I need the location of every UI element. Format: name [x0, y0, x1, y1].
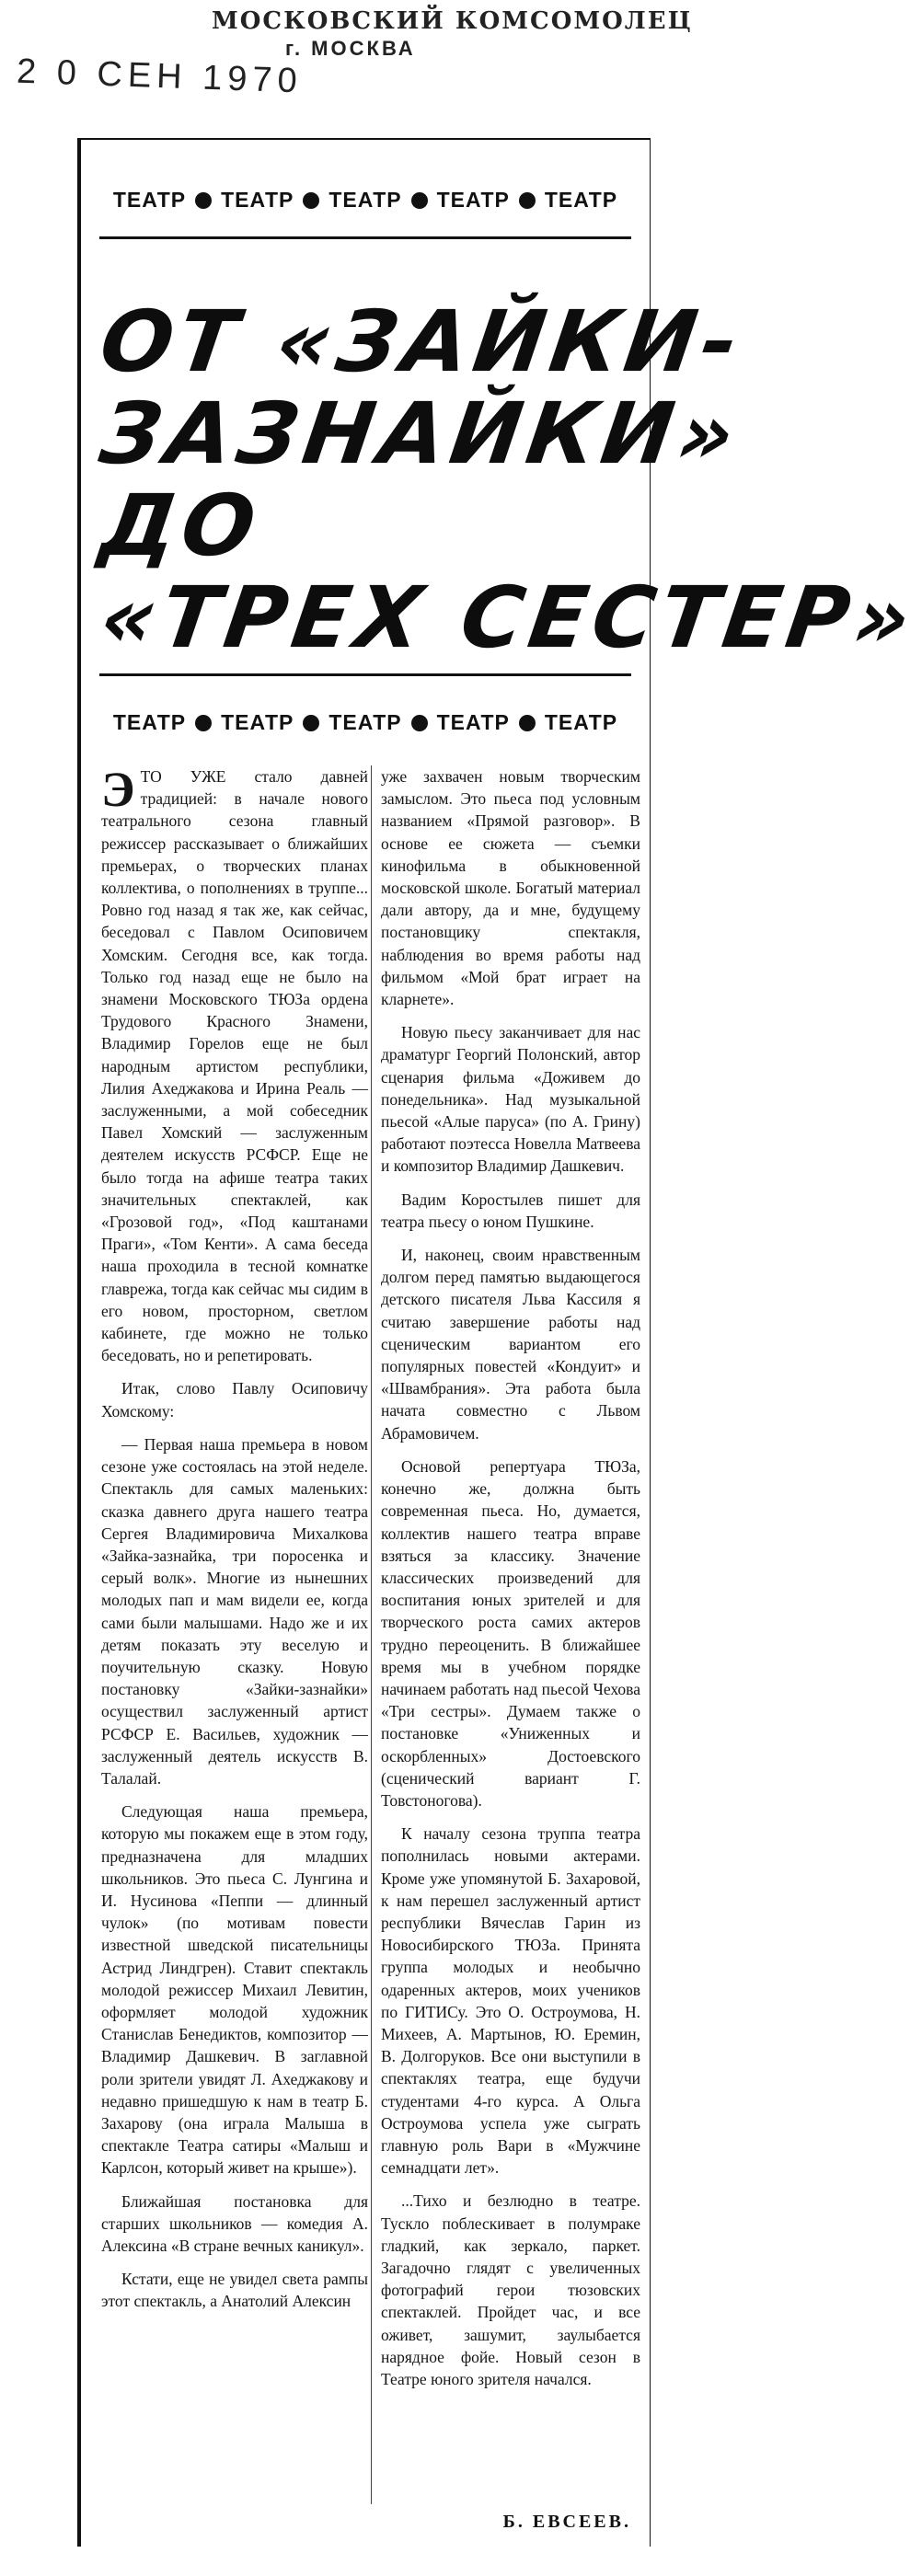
author-signature: Б. ЕВСЕЕВ. — [502, 2512, 631, 2532]
article-paragraph: Кстати, еще не увидел света рампы этот спектакль, а Анатолий Алексин — [101, 2270, 368, 2311]
bullet-dot-icon — [519, 192, 536, 209]
rubric-word: ТЕАТР — [328, 710, 402, 734]
article-paragraph: ЭТО УЖЕ стало давней традицией: в начале нового театрального сезона главный режиссер рассказывает о ближайших премьерах, о творческих планах коллектива, о пополнениях в труппе... Ровно год назад я так же, как сейчас, беседовал с Павлом Осиповичем Хомским. Сегодня все, как тогда. Только год назад еще не было на знамени Московского ТЮЗа ордена Трудового Красного Знамени, Владимир Горелов еще не был народным артистом республики, Лилия Ахеджакова и Ирина Реаль — заслуженными, а мой собеседник Павел Хомский — заслуженным деятелем искусств РСФСР. Еще не было тогда на афише театра таких значительных спектаклей, как «Грозовой год», «Под каштанами Праги», «Том Кенти». А сама беседа наша проходила в тесной комнатке главрежа, тогда как сейчас мы сидим в его новом, просторном, светлом кабинете, где можно не только беседовать, но и репетировать. — [101, 762, 368, 1365]
column-separator — [371, 765, 372, 2504]
rubric-row-top — [81, 188, 650, 213]
divider-rule — [99, 236, 631, 239]
rubric-word: ТЕАТР — [112, 188, 187, 212]
divider-rule — [99, 673, 631, 676]
masthead-paper-name: МОСКОВСКИЙ КОМСОМОЛЕЦ — [212, 7, 693, 35]
rubric-word: ТЕАТР — [221, 188, 294, 212]
article-paragraph: И, наконец, своим нравственным долгом перед памятью выдающегося детского писателя Льва Кассиля я считаю завершение работы над сценическим вариантом его популярных повестей «Кондуит» и «Швамбрания». Эта работа была начата совместно с Львом Абрамовичем. — [381, 1246, 640, 1443]
bullet-dot-icon — [411, 192, 428, 209]
headline-line: «ТРЕХ СЕСТЕР» — [94, 569, 922, 667]
article-column-right — [381, 765, 640, 2390]
article-column-left — [101, 762, 368, 2313]
rubric-word: ТЕАТР — [544, 188, 618, 212]
article-paragraph: Следующая наша премьера, которую мы покажем еще в этом году, предназначена для младших школьников. Это пьеса С. Лунгина и И. Нусинова «Пеппи — длинный чулок» (по мотивам повести известной шведской писательницы Астрид Линдгрен). Ставит спектакль молодой режиссер Михаил Левитин, оформляет молодой художник Станислав Бенедиктов, композитор — Владимир Дашкевич. В заглавной роли зрители увидят Л. Ахеджакову и недавно пришедшую к нам в театр Б. Захарову (она играла Малыша в спектакле Театра сатиры «Малыш и Карлсон, который живет на крыше»). — [101, 1802, 368, 2178]
article-paragraph: ...Тихо и безлюдно в театре. Тускло поблескивает в полумраке гладкий, как зеркало, паркет. Загадочно глядят с увеличенных фотографий герои тюзовских спектаклей. Пройдет час, и все оживет, зашумит, заулыбается нарядное фойе. Новый сезон в Театре юного зрителя начался. — [381, 2191, 640, 2389]
article-paragraph: К началу сезона труппа театра пополнилась новыми актерами. Кроме уже упомянутой Б. Захаровой, к нам перешел заслуженный артист республики Вячеслав Гарин из Новосибирского ТЮЗа. Принята группа молодых и необычно одаренных актеров, моих учеников по ГИТИСу. Это О. Остроумова, Н. Михеев, А. Мартынов, Ю. Еремин, В. Долгоруков. Все они выступили в спектаклях театра, еще будучи студентами 4-го курса. А Ольга Остроумова успела уже сыграть главную роль Вари в «Мужчине семнадцати лет». — [381, 1824, 640, 2178]
rubric-word: ТЕАТР — [112, 710, 187, 734]
article-paragraph: Итак, слово Павлу Осиповичу Хомскому: — [101, 1379, 368, 1420]
headline-line: ОТ «ЗАЙКИ- — [94, 293, 750, 391]
headline-line: ЗАЗНАЙКИ» — [94, 385, 746, 483]
bullet-dot-icon — [195, 715, 212, 731]
rubric-word: ТЕАТР — [436, 710, 510, 734]
article-paragraph: Новую пьесу заканчивает для нас драматург Георгий Полонский, автор сценария фильма «Доживем до понедельника». Над музыкальной пьесой «Алые паруса» (по А. Грину) работают поэтесса Новелла Матвеева и композитор Владимир Дашкевич. — [381, 1023, 640, 1176]
bullet-dot-icon — [303, 192, 319, 209]
article-headline — [94, 293, 922, 667]
bullet-dot-icon — [519, 715, 536, 731]
drop-cap: Э — [101, 762, 135, 817]
bullet-dot-icon — [411, 715, 428, 731]
masthead-city: г. МОСКВА — [285, 37, 416, 60]
article-paragraph: Вадим Коростылев пишет для театра пьесу о юном Пушкине. — [381, 1190, 640, 1231]
rubric-word: ТЕАТР — [544, 710, 618, 734]
rubric-word: ТЕАТР — [436, 188, 510, 212]
article-paragraph: Основой репертуара ТЮЗа, конечно же, должна быть современная пьеса. Но, думается, коллектив нашего театра вправе взяться за классику. Значение классических произведений для воспитания юных зрителей и для творческого роста самих актеров трудно переоценить. В ближайшее время мы в учебном порядке начинаем работать над пьесой Чехова «Три сестры». Думаем также о постановке «Униженных и оскорбленных» Достоевского (сценический вариант Г. Товстоногова). — [381, 1456, 640, 1810]
bullet-dot-icon — [303, 715, 319, 731]
article-paragraph: уже захвачен новым творческим замыслом. Это пьеса под условным названием «Прямой разговор». В основе ее сюжета — съемки кинофильма в обыкновенной московской школе. Богатый материал дали автору, да и мне, будущему постановщику спектакля, наблюдения во время работы над фильмом «Мой брат играет на кларнете». — [381, 767, 640, 1009]
headline-line: ДО — [94, 477, 267, 575]
date-stamp: 2 0 СЕН 1970 — [16, 52, 304, 101]
rubric-word: ТЕАТР — [328, 188, 402, 212]
rubric-row-bottom — [81, 710, 650, 735]
article-paragraph: — Первая наша премьера в новом сезоне уже состоялась на этой неделе. Спектакль для самых маленьких: сказка давнего друга нашего театра Сергея Владимировича Михалкова «Зайка-зазнайка, три поросенка и серый волк». Многие из нынешних молодых пап и мам видели ее, когда сами были малышами. Надо же и их детям показать эту веселую и поучительную сказку. Новую постановку «Зайки-зазнайки» осуществил заслуженный артист РСФСР Е. Васильев, художник — заслуженный деятель искусств В. Талалай. — [101, 1434, 368, 1788]
article-frame — [77, 138, 922, 2547]
article-paragraph: Ближайшая постановка для старших школьников — комедия А. Алексина «В стране вечных каникул». — [101, 2191, 368, 2255]
rubric-word: ТЕАТР — [221, 710, 294, 734]
bullet-dot-icon — [195, 192, 212, 209]
